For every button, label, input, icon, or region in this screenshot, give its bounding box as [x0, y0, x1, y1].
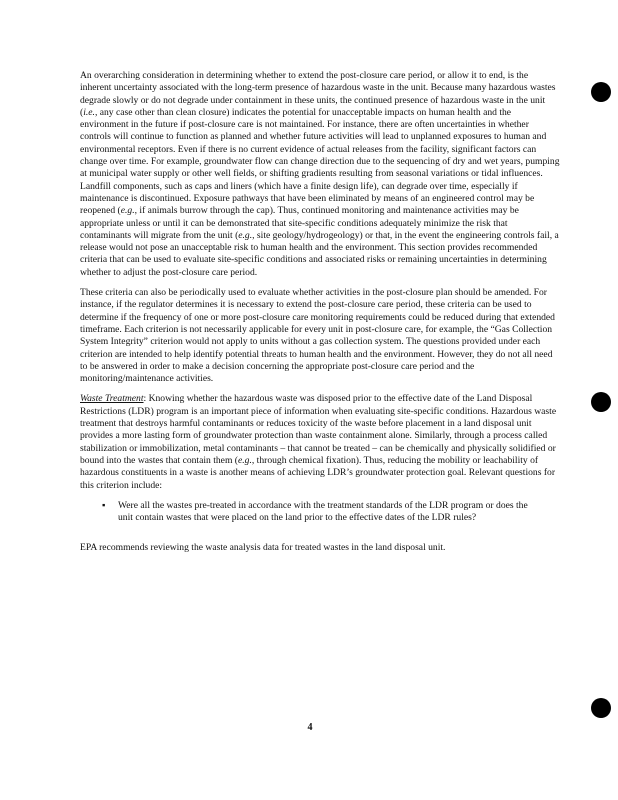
paragraph-1-eg-1: e.g. [120, 205, 135, 217]
paragraph-3-text-a: : Knowing whether the hazardous waste was disposed prior to the effective date of the Land Disposal Restrictions (LDR) program is an important piece of information when evaluating site-specific conditions. Hazardous waste treatment that destroys harmful contaminants or reduces toxicity of the waste before placement in a land disposal unit provides a more lasting form of groundwater protection than waste containment alone. Similarly, through a process called stabilization or immobilization, metal contaminants – that cannot be treated – can be chemically and physically solidified or bound into the wastes that contain them ( [80, 393, 557, 466]
body-text [80, 70, 560, 563]
paragraph-1-text-a: An overarching consideration in determining whether to extend the post-closure care period, or allow it to end, is the inherent uncertainty associated with the long-term presence of hazardous waste in the unit. Because many hazardous wastes degrade slowly or do not degrade under containment in these units, the continued presence of hazardous waste in the unit ( [80, 70, 556, 118]
paragraph-1-eg-2: e.g. [238, 229, 253, 241]
paragraph-uncertainty [80, 70, 560, 279]
paragraph-1-ie: i.e. [83, 106, 95, 118]
question-text: Were all the wastes pre-treated in accordance with the treatment standards of the LDR program or does the unit contain wastes that were placed on the land prior to the effective dates of the LDR rules? [118, 499, 528, 524]
binder-hole-icon [591, 698, 611, 718]
criterion-questions-list [80, 500, 560, 525]
paragraph-3-eg: e.g. [238, 454, 252, 466]
paragraph-waste-treatment [80, 393, 560, 491]
paragraph-criteria-use: These criteria can also be periodically used to evaluate whether activities in the post-closure plan should be amended. For instance, if the regulator determines it is necessary to extend the post-closure care period, these criteria can be used to determine if the frequency of one or more post-closure care monitoring requirements could be reduced during that extended timeframe. Each criterion is not necessarily applicable for every unit in post-closure care, for example, the “Gas Collection System Integrity” criterion would not apply to units without a gas collection system. The questions provided under each criterion are intended to help identify potential threats to human health and the environment. However, they do not all need to be answered in order to make a decision concerning the appropriate post-closure care period and the monitoring/maintenance activities. [80, 287, 555, 385]
page-number: 4 [307, 722, 313, 733]
paragraph-3-text-b: , through chemical fixation). Thus, reducing the mobility or leachability of hazardous constituents in a waste is another means of achieving LDR’s groundwater protection goal. Relevant questions for this criterion include: [80, 454, 556, 491]
binder-hole-icon [591, 82, 611, 102]
list-item [80, 500, 528, 525]
paragraph-1-text-d: , site geology/hydrogeology) or that, in the event the engineering controls fail, a release would not pose an unacceptable risk to human health and the environment. This section provides recommended criteria that can be used to evaluate site-specific conditions and associated risks or remaining uncertainties in determining whether to adjust the post-closure care period. [80, 229, 559, 278]
square-bullet-icon: ▪ [102, 499, 106, 511]
paragraph-recommendation: EPA recommends reviewing the waste analysis data for treated wastes in the land disposal unit. [80, 542, 446, 554]
waste-treatment-heading: Waste Treatment [80, 393, 144, 405]
binder-hole-icon [591, 392, 611, 412]
paragraph-1-text-c: , if animals burrow through the cap). Thus, continued monitoring and maintenance activities may be appropriate unless or until it can be demonstrated that site-specific conditions adequately minimize the risk that contaminants will migrate from the unit ( [80, 205, 519, 241]
paragraph-1-text-b: , any case other than clean closure) indicates the potential for unacceptable impacts on human health and the environment in the future if post-closure care is not maintained. For instance, there are often uncertainties in whether controls will continue to function as planned and whether future activities will lead to unplanned exposures to human and environmental receptors. Even if there is no current evidence of actual releases from the facility, significant factors can change over time. For example, groundwater flow can change direction due to the sequencing of dry and wet years, pumping at municipal water supply or other well fields, or shifting gradients resulting from seasonal variations or tidal influences. Landfill components, such as caps and liners (which have a finite design life), can degrade over time, especially if maintenance is discontinued. Exposure pathways that have been eliminated by means of an engineered control may be reopened ( [80, 106, 560, 217]
